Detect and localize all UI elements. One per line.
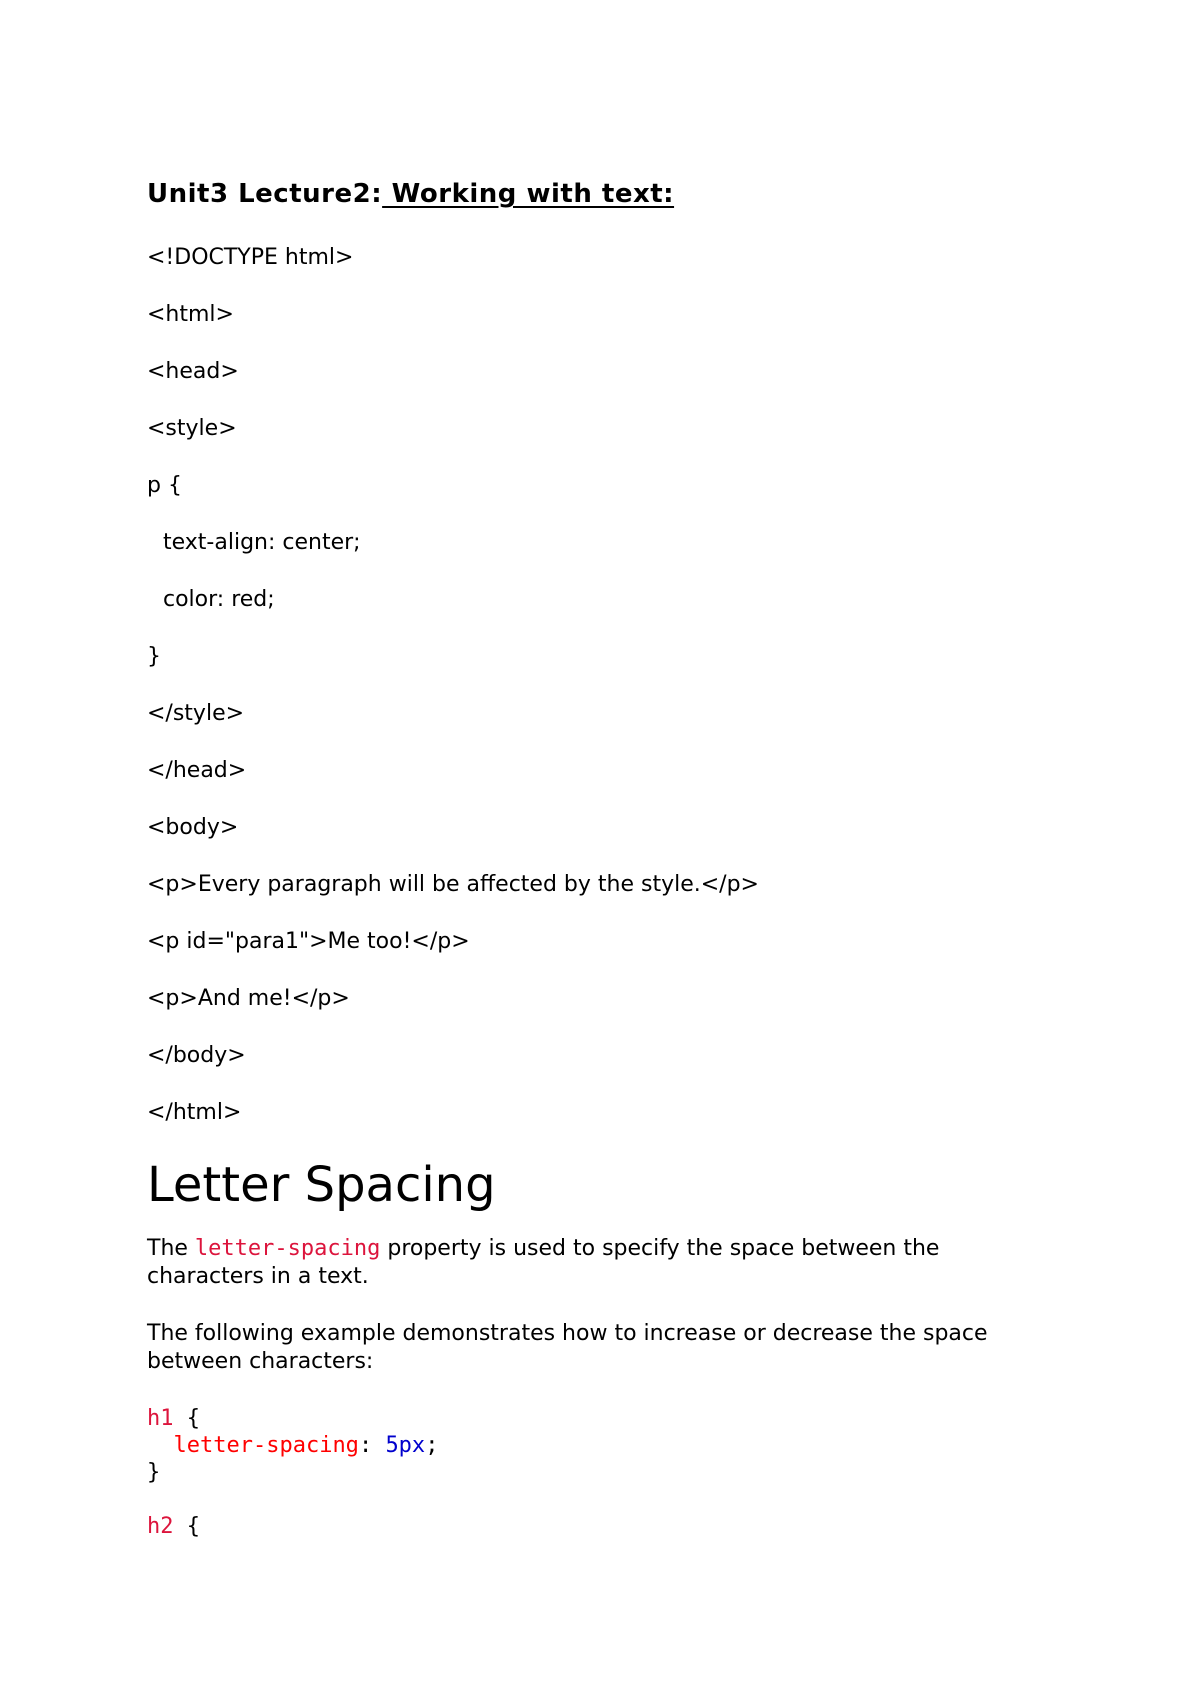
example-line xyxy=(147,1513,1077,1540)
code-line: </style> xyxy=(147,701,245,726)
code-line: <p>Every paragraph will be affected by the style.</p> xyxy=(147,872,759,897)
code-line: <p>And me!</p> xyxy=(147,986,350,1011)
code-line: text-align: center; xyxy=(163,530,361,555)
example-selector-h2: h2 xyxy=(147,1514,174,1539)
example-open-brace: { xyxy=(173,1406,200,1431)
document-title xyxy=(147,172,1077,216)
code-line: </head> xyxy=(147,758,247,783)
code-example xyxy=(147,1405,1077,1540)
code-line: <head> xyxy=(147,359,239,384)
example-gap xyxy=(147,1486,1077,1513)
example-colon: : xyxy=(358,1433,386,1458)
code-line: <!DOCTYPE html> xyxy=(147,245,354,270)
document-content xyxy=(147,172,1077,1540)
example-selector-h1: h1 xyxy=(147,1406,174,1431)
example-line xyxy=(147,1405,1077,1432)
para1-text-before: The xyxy=(147,1236,195,1261)
inline-code-letter-spacing: letter-spacing xyxy=(194,1236,381,1261)
example-line xyxy=(147,1459,1077,1486)
paragraph-example-intro: The following example demonstrates how to increase or decrease the space between characters: xyxy=(147,1321,988,1374)
example-property: letter-spacing xyxy=(173,1433,359,1458)
section-heading: Letter Spacing xyxy=(147,1157,496,1213)
code-line: </body> xyxy=(147,1043,246,1068)
title-underlined: Working with text: xyxy=(382,179,675,209)
code-line: p { xyxy=(147,473,182,498)
code-line: <p id="para1">Me too!</p> xyxy=(147,929,470,954)
title-prefix: Unit3 Lecture2: xyxy=(147,179,383,209)
example-line xyxy=(147,1432,1077,1459)
code-line: <body> xyxy=(147,815,239,840)
paragraph-letter-spacing-intro xyxy=(147,1235,1047,1291)
example-close-brace: } xyxy=(147,1460,161,1485)
code-line: <html> xyxy=(147,302,234,327)
example-semicolon: ; xyxy=(425,1433,439,1458)
code-line: <style> xyxy=(147,416,237,441)
example-open-brace-2: { xyxy=(173,1514,200,1539)
code-line: </html> xyxy=(147,1100,242,1125)
example-value: 5px xyxy=(385,1433,426,1458)
code-line: } xyxy=(147,644,161,669)
code-line: color: red; xyxy=(163,587,275,612)
para1-text-after: property is used to specify the space between the characters in a text. xyxy=(147,1236,940,1289)
code-listing xyxy=(147,229,1077,1141)
